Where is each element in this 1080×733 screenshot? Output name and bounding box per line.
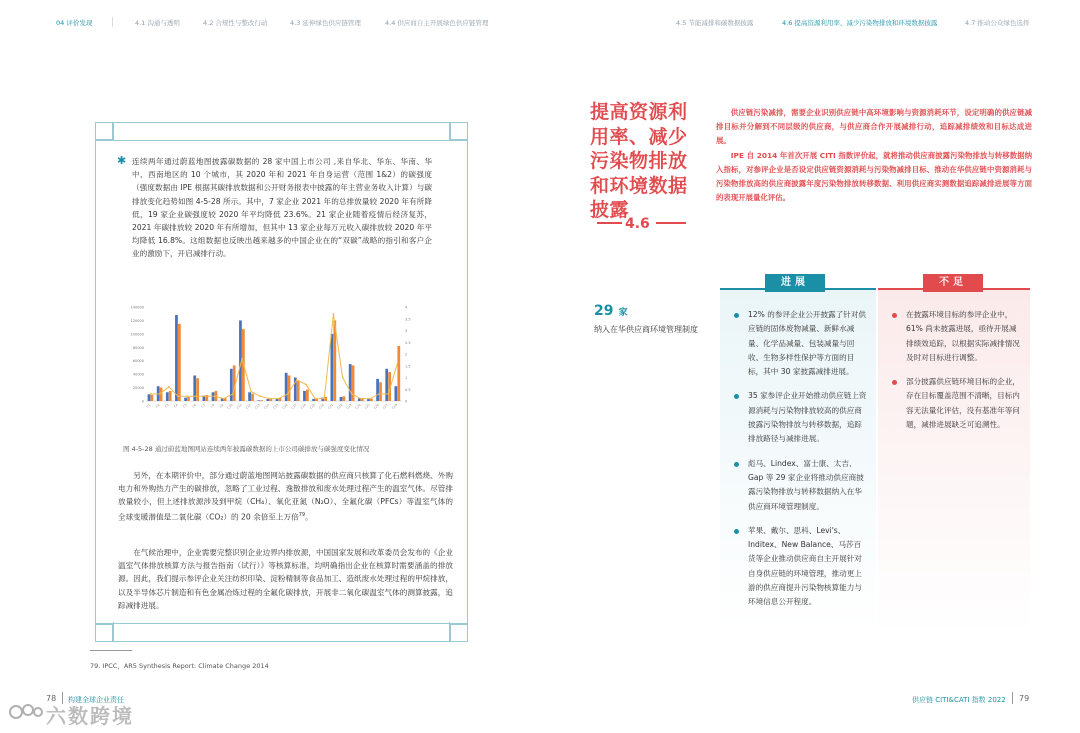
stat-number: 29 (594, 303, 614, 319)
page-number-left: 78 (46, 694, 57, 703)
intensity-point (287, 393, 289, 395)
carbon-chart (118, 301, 418, 431)
intensity-point (333, 313, 335, 315)
x-tick-label: C3 (163, 402, 170, 409)
intensity-point (360, 398, 362, 400)
intensity-point (150, 393, 152, 395)
nav-item-4-1[interactable]: 4.1 沟通与透明 (135, 19, 180, 27)
y2-tick-label: 2 (405, 352, 408, 357)
intensity-point (259, 395, 261, 397)
progress-column (720, 277, 876, 670)
nav-item-4-7[interactable]: 4.7 推动公众绿色选择 (965, 19, 1030, 27)
title-rule (656, 222, 686, 224)
x-tick-label: C14 (263, 402, 271, 410)
nav-item-4-4[interactable]: 4.4 供应商自主开展绿色供应链管理 (385, 19, 489, 27)
stat-box (594, 300, 710, 336)
x-tick-label: C8 (209, 402, 216, 409)
bar-2020 (349, 364, 352, 401)
y2-tick-label: 0 (405, 399, 408, 404)
watermark-logo-icon (8, 700, 44, 724)
footnote: 79. IPCC，AR5 Synthesis Report: Climate Change 2014 (90, 662, 269, 670)
intensity-point (314, 398, 316, 400)
bar-2020 (175, 315, 178, 401)
y2-tick-label: 1.5 (405, 364, 411, 369)
x-tick-label: C19 (308, 402, 316, 410)
nav-item-4-5[interactable]: 4.5 节能减排和碳数据披露 (676, 19, 754, 27)
footnote-ref[interactable]: 79 (298, 511, 306, 518)
page-divider (1012, 692, 1013, 704)
bar-2020 (395, 386, 398, 401)
bar-2021 (151, 395, 154, 401)
bar-2020 (257, 400, 260, 401)
x-tick-label: C12 (244, 402, 252, 410)
x-tick-label: C26 (372, 402, 380, 410)
bar-2020 (248, 392, 251, 401)
x-tick-label: C16 (281, 402, 289, 410)
bar-2021 (343, 396, 346, 401)
intensity-point (223, 398, 225, 400)
list-item: 彪马、Lindex、富士康、太吉、Gap 等 29 家企业将推动供应商披露污染物排放与转移数据纳入在华供应商环境管理制度。 (734, 457, 868, 514)
progress-list (734, 308, 868, 620)
x-tick-label: C2 (154, 402, 161, 409)
x-tick-label: C25 (363, 402, 371, 410)
intensity-point (159, 393, 161, 395)
stat-text: 纳入在华供应商环境管理制度 (594, 325, 698, 334)
watermark: 六数跨境 (46, 704, 134, 728)
x-tick-label: C10 (226, 402, 234, 410)
x-tick-label: C11 (235, 402, 243, 410)
x-tick-label: C1 (145, 402, 152, 409)
list-item: 部分披露供应链环境目标的企业，存在目标覆盖范围不清晰，目标内容无法量化评估，没有基准年等问题，减排进展缺乏可追溯性。 (892, 375, 1022, 432)
intensity-point (168, 386, 170, 388)
bar-2021 (297, 381, 300, 401)
x-tick-label: C13 (253, 402, 261, 410)
page-label-left: 构建全球企业责任 (68, 696, 124, 704)
x-tick-label: C18 (299, 402, 307, 410)
bar-2021 (379, 382, 382, 401)
intensity-point (205, 395, 207, 397)
stat-unit: 家 (618, 308, 628, 318)
bar-2020 (193, 375, 196, 401)
bar-2021 (196, 378, 199, 401)
bar-2020 (303, 391, 306, 401)
bullet-paragraph: 连续两年通过蔚蓝地图披露碳数据的 28 家中国上市公司 ,来自华北、华东、华南、华中、西南地区的 10 个城市，其 2020 年和 2021 年自身运营（范围 1&2）的碳强度（强度数据由 IPE 根据其碳排放数据和公开财务报表中披露的年主营业务收入计算）与碳排放变化趋势如图 4-5-28 所示。其中，7 家企业 2021 年的总排放量较 2020 年有所降低，19 家企业碳强度较 2020 年平均降低 23.6%。21 家企业随着疫情后经济复苏，2021 年碳排放较 2020 年有所增加，但其中 13 家企业每万元收入碳排放较 2020 年平均降低 16.8%。这组数据也反映出越来越多的中国企业在的“双碳”战略的指引和客户企业的激励下，开启减排行动。 (132, 157, 432, 259)
chart-caption: 图 4-5-28 通过蔚蓝地图网站连续两年披露碳数据的上市公司碳排放与碳强度变化情况 (123, 445, 370, 453)
nav-item-evaluation[interactable]: 04 评价发现 (56, 19, 93, 27)
y2-tick-label: 1 (405, 376, 408, 380)
list-item: 35 家参评企业开始推动供应链上资源消耗与污染物排放较高的供应商披露污染物排放与转移数据，追踪排放路径与减排进展。 (734, 389, 868, 446)
section-title: 提高资源利用率、减少污染物排放和环境数据披露 (590, 101, 688, 221)
intro-paragraph-2: IPE 自 2014 年首次开展 CITI 指数评价起，就将推动供应商披露污染物排放与转移数据纳入指标，对参评企业是否设定供应链资源消耗与污染物减排目标、推动在华供应链中资源消耗与污染物排放高的供应商披露年度污染物排放转移数据、利用供应商实测数据追踪减排进展等方面的表现开展量化评估。 (716, 151, 1032, 202)
intensity-point (195, 395, 197, 397)
bar-2020 (148, 394, 151, 401)
y-tick-label: 100000 (130, 332, 144, 337)
intensity-point (378, 393, 380, 395)
x-tick-label: C5 (182, 402, 188, 409)
frame-notch (95, 122, 113, 140)
x-tick-label: C9 (218, 402, 225, 409)
intensity-point (214, 395, 216, 397)
intensity-point (351, 393, 353, 395)
frame-notch (450, 624, 468, 642)
x-tick-label: C23 (345, 402, 353, 410)
bar-2020 (285, 373, 288, 401)
intensity-point (232, 393, 234, 395)
y-tick-label: 80000 (132, 345, 144, 350)
list-item: 苹果、戴尔、思科、Levi's、Inditex、New Balance、马莎百货等企业推动供应商自主开展针对自身供应链的环境管理，推动更上游的供应商提升污染物核算能力与环境信息公开程度。 (734, 524, 868, 610)
y-tick-label: 0 (141, 399, 144, 404)
frame-notch (450, 122, 468, 140)
paragraph-2-end: 。 (305, 512, 313, 522)
bar-2021 (251, 394, 254, 401)
star-bullet-icon: ✱ (117, 154, 127, 167)
nav-item-4-3[interactable]: 4.3 延伸绿色供应链管理 (290, 19, 361, 27)
frame-notch (95, 624, 113, 642)
bar-2021 (169, 391, 172, 401)
intensity-line (151, 314, 398, 399)
x-tick-label: C4 (173, 402, 179, 409)
y2-tick-label: 3 (405, 329, 408, 333)
bar-2020 (385, 369, 388, 401)
intensity-point (269, 398, 271, 400)
title-rule (597, 222, 622, 224)
y-tick-label: 20000 (132, 386, 144, 391)
intensity-point (387, 393, 389, 395)
list-item: 12% 的参评企业公开披露了针对供应链的固体废物减量、新鲜水减量、化学品减量、包装减量与回收、生物多样性保护等方面的目标，其中 30 家披露减排进展。 (734, 308, 868, 379)
bar-2021 (178, 324, 181, 401)
section-number: 4.6 (625, 216, 650, 232)
x-tick-label: C22 (336, 402, 344, 410)
intensity-point (342, 377, 344, 379)
bar-2021 (187, 397, 190, 401)
bar-2020 (331, 334, 334, 401)
bar-2020 (166, 392, 169, 401)
footnote-rule (90, 650, 132, 651)
deficiency-header: 不足 (923, 274, 983, 292)
x-tick-label: C17 (290, 402, 298, 410)
y2-tick-label: 4 (405, 305, 408, 310)
x-tick-label: C27 (381, 402, 389, 410)
y2-tick-label: 0.5 (405, 387, 411, 392)
bar-2021 (260, 400, 263, 401)
x-tick-label: C24 (354, 402, 362, 410)
y-tick-label: 140000 (130, 305, 144, 310)
deficiency-list (892, 308, 1022, 442)
intensity-point (241, 358, 243, 360)
intensity-point (323, 398, 325, 400)
progress-header: 进展 (765, 274, 825, 292)
bar-2020 (340, 397, 343, 401)
deficiency-column (878, 277, 1030, 670)
intensity-point (250, 391, 252, 393)
nav-divider (112, 17, 113, 27)
x-tick-label: C20 (317, 402, 325, 410)
intensity-point (369, 398, 371, 400)
y-tick-label: 120000 (130, 318, 144, 323)
paragraph-3: 在气候治理中，企业需要完整识别企业边界内排放源，中国国家发展和改革委员会发布的《企业温室气体排放核算方法与报告指南（试行）》等核算标准，均明确指出企业在核算时需要涵盖的排放源。因此，我们提示参评企业关注纺织印染、淀粉精制等食品加工、造纸废水处理过程的甲烷排放，以及半导体芯片制造和有色金属冶炼过程的全氟化碳排放，开展非二氧化碳温室气体的测算披露，追踪减排进展。 (118, 548, 453, 610)
frame-content (98, 141, 465, 622)
x-tick-label: C15 (272, 402, 280, 410)
list-item: 在披露环境目标的参评企业中，61% 尚未披露进展，亟待开展减排绩效追踪，以根据实际减排情况及时对目标进行调整。 (892, 308, 1022, 365)
intro-paragraph-1: 供应链污染减排，需要企业识别供应链中高环境影响与资源消耗环节，设定明确的供应链减排目标并分解到不同层级的供应商，与供应商合作开展减排行动，追踪减排绩效和目标达成进展。 (716, 108, 1032, 145)
bar-2020 (230, 369, 233, 401)
content-frame (95, 122, 468, 642)
y2-tick-label: 2.5 (405, 340, 411, 345)
bar-2021 (306, 390, 309, 401)
y-tick-label: 40000 (132, 372, 144, 377)
nav-item-4-6[interactable]: 4.6 提高资源利用率、减少污染物排放和环境数据披露 (782, 19, 938, 27)
paragraph-2 (118, 469, 453, 523)
y2-tick-label: 3.5 (405, 317, 411, 322)
bar-2020 (376, 379, 379, 401)
paragraph-2-text: 另外，在本期评价中，部分通过蔚蓝地图网站披露碳数据的供应商只核算了化石燃料燃烧、外购电力和外购热力产生的碳排放，忽略了工业过程、逸散排放和废水处理过程产生的温室气体。尽管排放量较小，但上述排放源涉及到甲烷（CH₄）、氧化亚氮（N₂O）、全氟化碳（PFCs）等温室气体的全球变暖潜值是二氧化碳（CO₂）的 20 余倍至上万倍 (118, 471, 453, 522)
x-tick-label: C7 (200, 402, 207, 409)
intensity-point (186, 395, 188, 397)
bar-2020 (184, 398, 187, 401)
y-tick-label: 60000 (132, 359, 144, 364)
carbon-chart-svg (118, 301, 418, 431)
page-label-right: 供应链 CITI&CATI 指数 2022 (912, 696, 1006, 704)
intensity-point (296, 379, 298, 381)
x-tick-label: C6 (191, 402, 197, 409)
page-number-right: 79 (1019, 694, 1030, 703)
bullet-block (117, 154, 432, 261)
x-tick-label: C21 (327, 402, 335, 410)
intensity-point (397, 363, 399, 365)
nav-item-4-2[interactable]: 4.2 合规性与整改行动 (203, 19, 268, 27)
intensity-point (177, 395, 179, 397)
bar-2021 (288, 375, 291, 401)
bar-2021 (397, 346, 400, 401)
intro-block (716, 106, 1032, 205)
intensity-point (305, 384, 307, 386)
x-tick-label: C28 (391, 402, 399, 410)
intensity-point (278, 398, 280, 400)
